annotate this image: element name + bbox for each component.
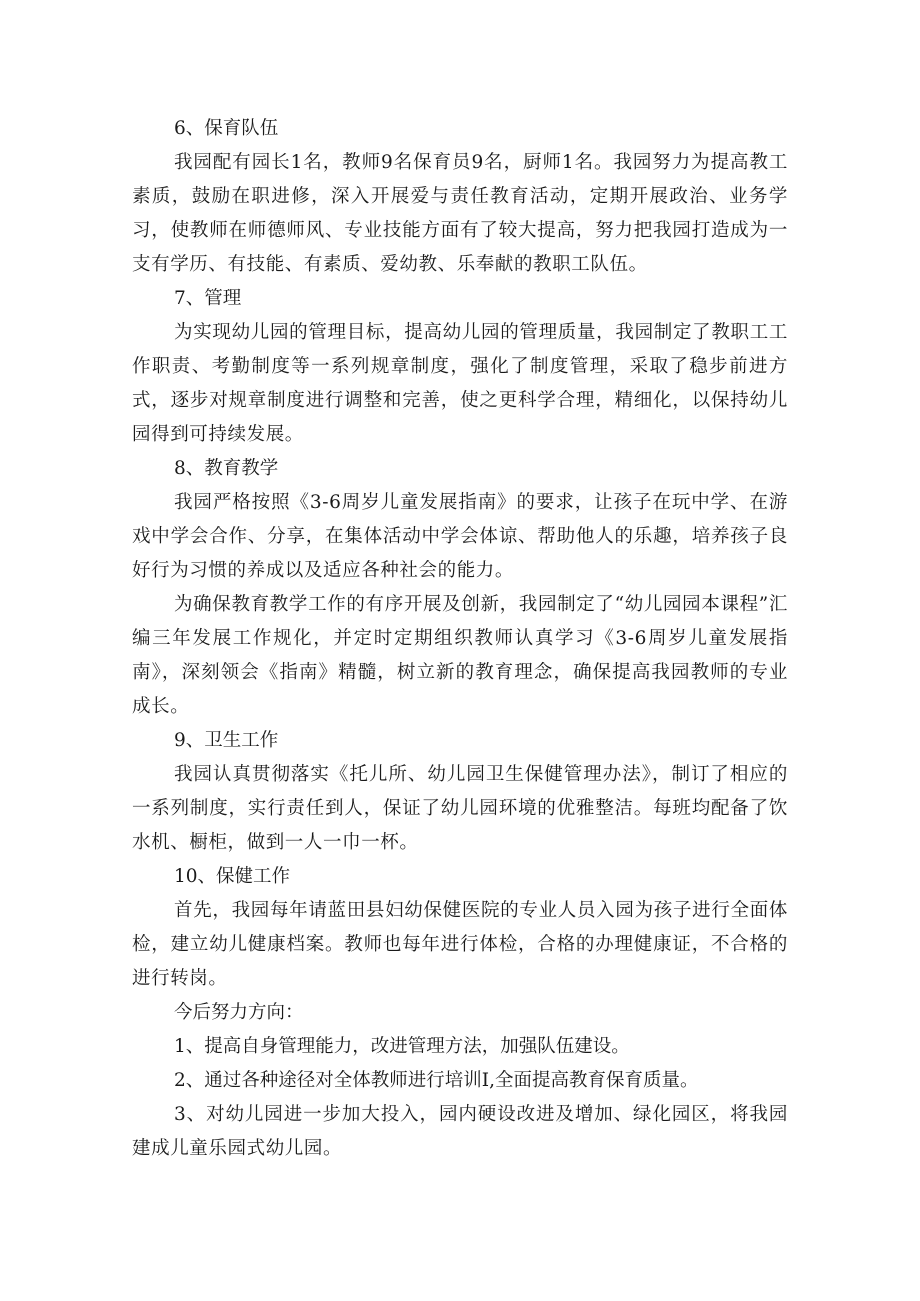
direction-item: 2、通过各种途径对全体教师进行培训I,全面提高教育保育质量。	[174, 1070, 699, 1091]
section-heading: 8、教育教学	[174, 458, 279, 479]
section-paragraph: 为确保教育教学工作的有序开展及创新，我园制定了“幼儿园园本课程”汇编三年发展工作规化，并定时定期组织教师认真学习《3-6周岁儿童发展指南》，深刻领会《指南》精髓，树立新的教育理念，确保提高我园教师的专业成长。	[132, 594, 788, 717]
section-paragraph: 首先，我园每年请蓝田县妇幼保健医院的专业人员入园为孩子进行全面体检，建立幼儿健康档案。教师也每年进行体检，合格的办理健康证，不合格的进行转岗。	[132, 900, 788, 989]
section-paragraph: 我园认真贯彻落实《托儿所、幼儿园卫生保健管理办法》，制订了相应的一系列制度，实行责任到人，保证了幼儿园环境的优雅整洁。每班均配备了饮水机、橱柜，做到一人一巾一杯。	[132, 764, 788, 853]
direction-item: 1、提高自身管理能力，改进管理方法，加强队伍建设。	[174, 1036, 630, 1057]
future-directions	[132, 996, 788, 1166]
section-heading: 7、管理	[174, 288, 242, 309]
section-heading: 10、保健工作	[174, 866, 291, 887]
direction-item: 3、对幼儿园进一步加大投入，园内硬设改进及增加、绿化园区，将我园建成儿童乐园式幼儿园。	[132, 1104, 788, 1159]
section-heading: 6、保育队伍	[174, 118, 279, 139]
section-heading: 9、卫生工作	[174, 730, 279, 751]
section-education	[132, 452, 788, 724]
section-paragraph: 为实现幼儿园的管理目标，提高幼儿园的管理质量，我园制定了教职工工作职责、考勤制度等一系列规章制度，强化了制度管理，采取了稳步前进方式，逐步对规章制度进行调整和完善，使之更科学合理，精细化，以保持幼儿园得到可持续发展。	[132, 322, 788, 445]
document-body	[132, 112, 788, 1166]
section-management	[132, 282, 788, 452]
section-staff	[132, 112, 788, 282]
section-hygiene	[132, 724, 788, 860]
directions-title: 今后努力方向：	[174, 1002, 304, 1023]
section-paragraph: 我园严格按照《3-6周岁儿童发展指南》的要求，让孩子在玩中学、在游戏中学会合作、分享，在集体活动中学会体谅、帮助他人的乐趣，培养孩子良好行为习惯的养成以及适应各种社会的能力。	[132, 492, 788, 581]
section-healthcare	[132, 860, 788, 996]
section-paragraph: 我园配有园长1名，教师9名保育员9名，厨师1名。我园努力为提高教工素质，鼓励在职进修，深入开展爱与责任教育活动，定期开展政治、业务学习，使教师在师德师风、专业技能方面有了较大提高，努力把我园打造成为一支有学历、有技能、有素质、爱幼教、乐奉献的教职工队伍。	[132, 152, 788, 275]
